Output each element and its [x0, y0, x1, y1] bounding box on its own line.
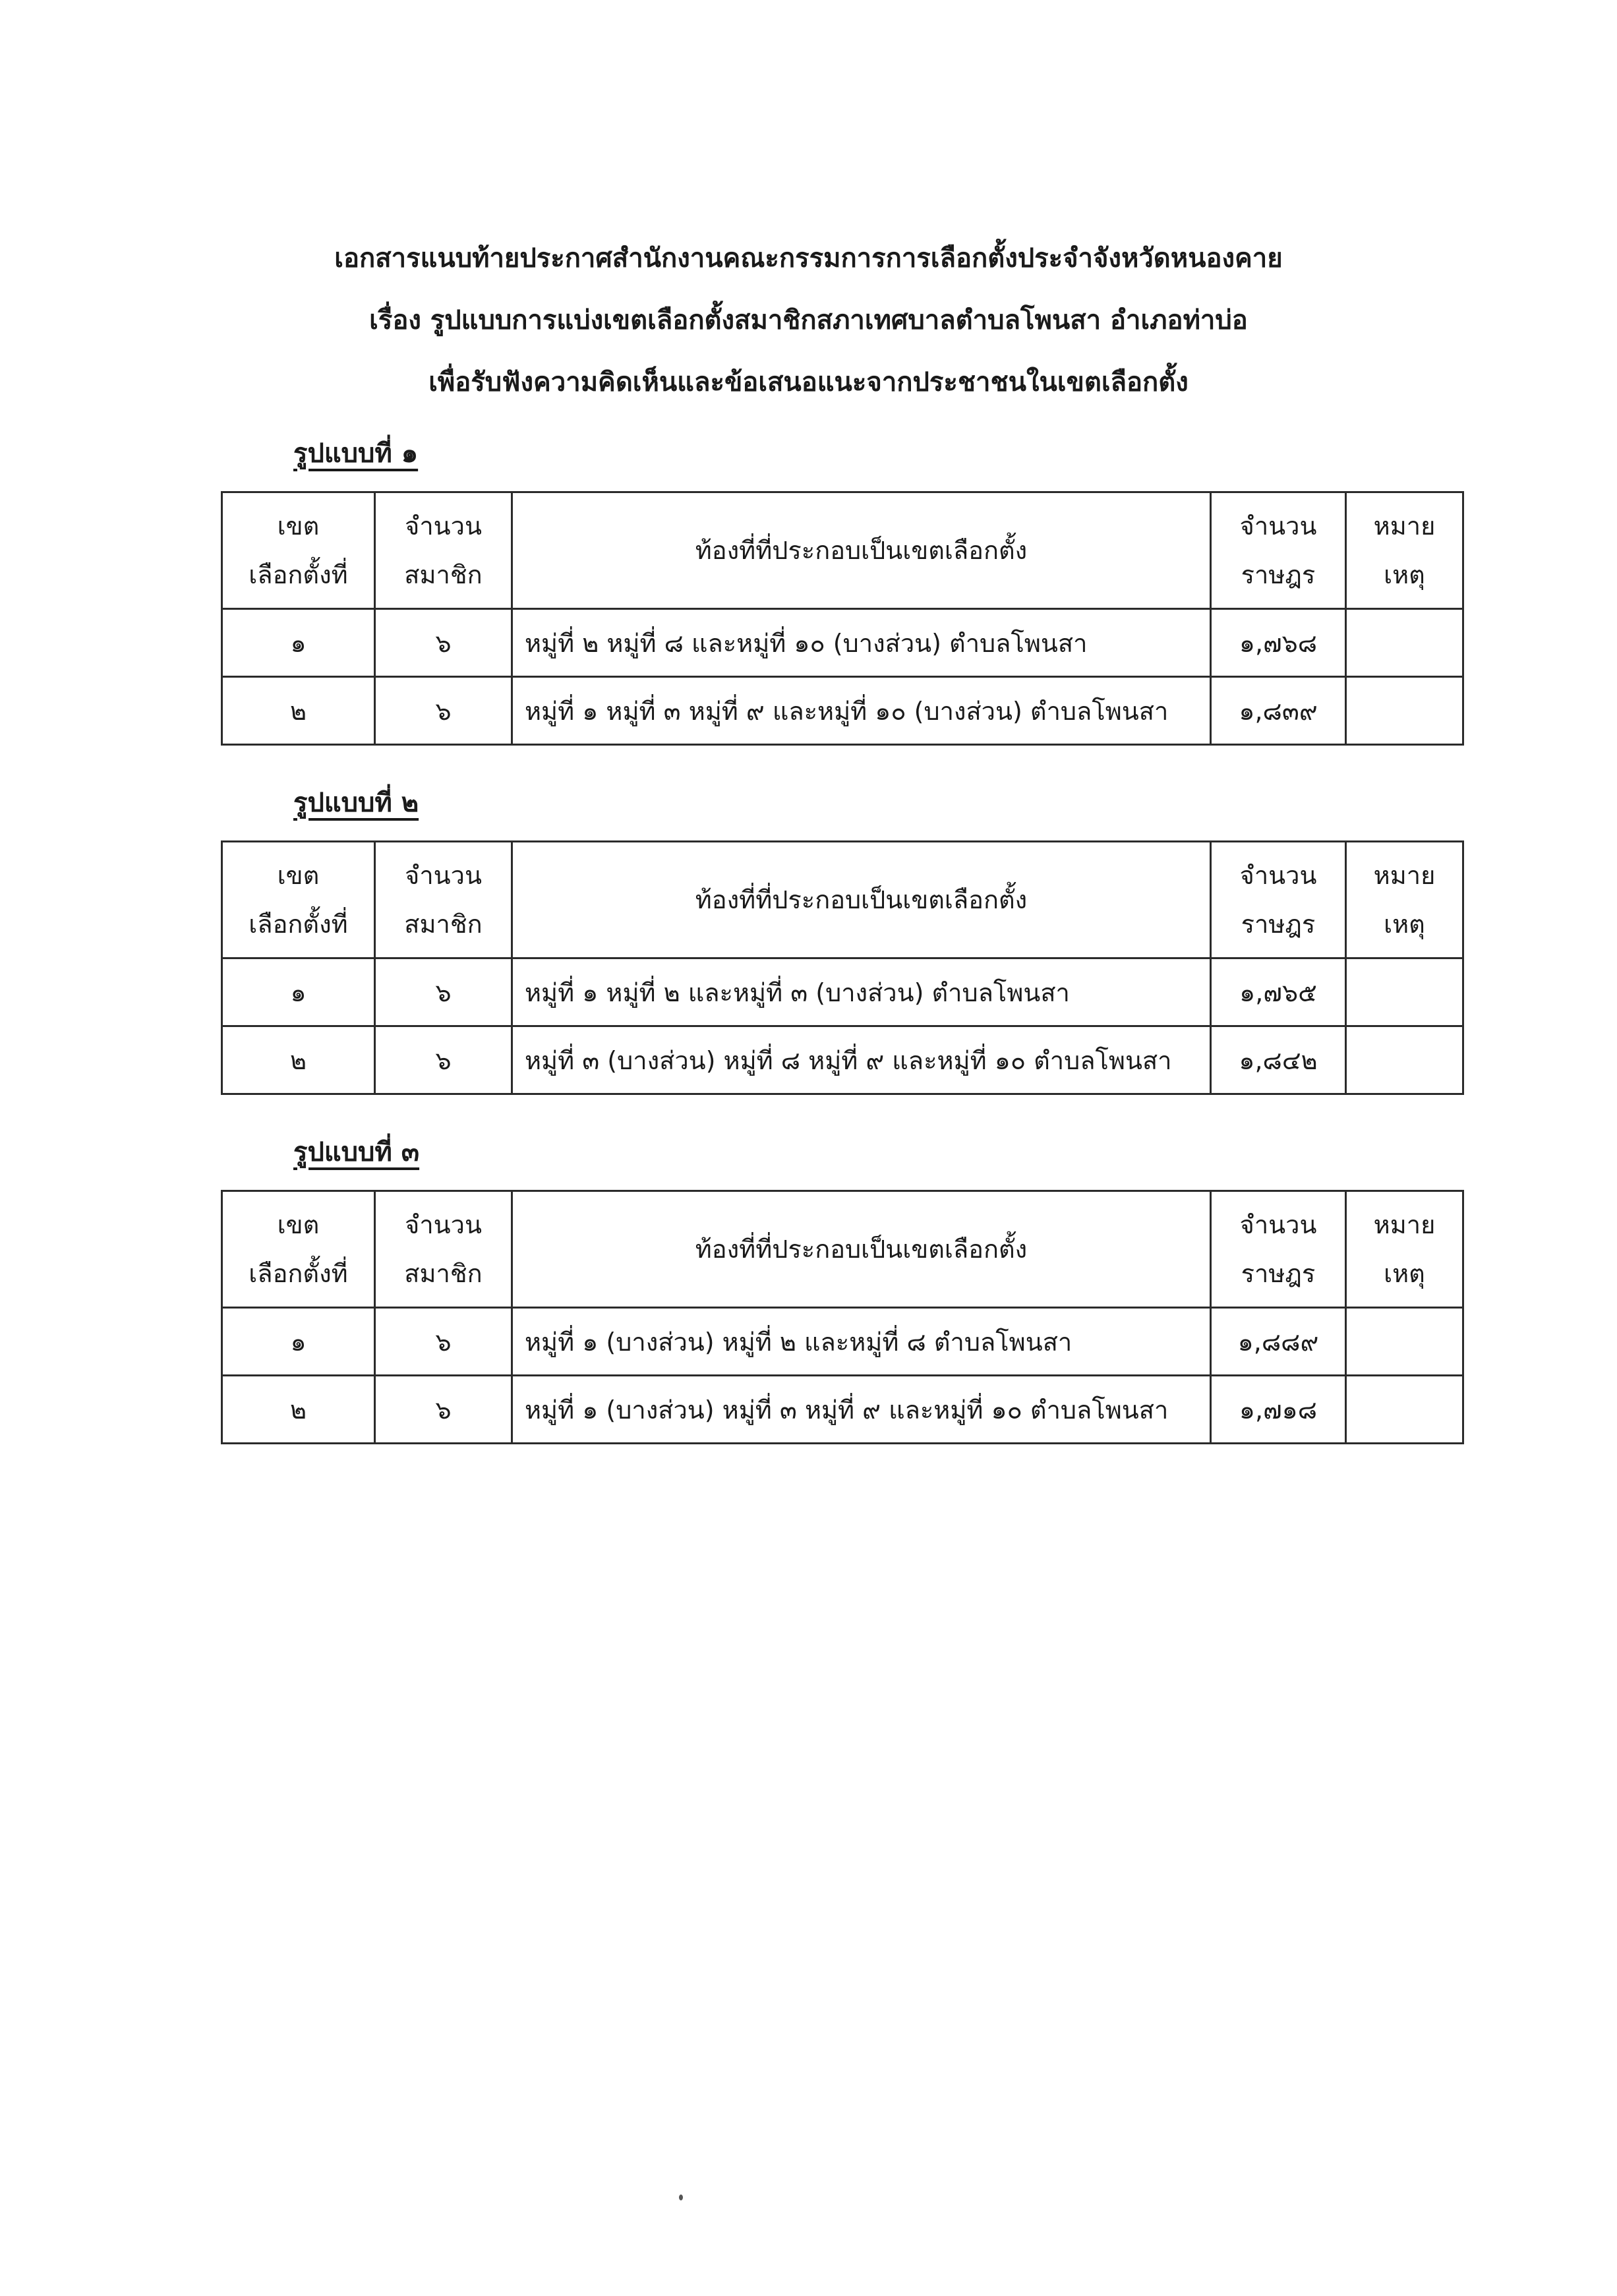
document-heading: [0, 227, 1617, 413]
table-row: [222, 1026, 1463, 1094]
cell-area: หมู่ที่ ๑ หมู่ที่ ๒ และหมู่ที่ ๓ (บางส่วน) ตำบลโพนสา: [512, 958, 1211, 1026]
cell-members: ๖: [375, 677, 512, 745]
cell-population: ๑,๘๘๙: [1211, 1308, 1346, 1376]
cell-area: หมู่ที่ ๓ (บางส่วน) หมู่ที่ ๘ หมู่ที่ ๙ และหมู่ที่ ๑๐ ตำบลโพนสา: [512, 1026, 1211, 1094]
header-population: จำนวน ราษฎร: [1211, 1191, 1346, 1308]
heading-line-3: เพื่อรับฟังความคิดเห็นและข้อเสนอแนะจากประชาชนในเขตเลือกตั้ง: [428, 367, 1189, 397]
cell-note: [1346, 677, 1463, 745]
cell-note: [1346, 958, 1463, 1026]
cell-area: หมู่ที่ ๒ หมู่ที่ ๘ และหมู่ที่ ๑๐ (บางส่วน) ตำบลโพนสา: [512, 609, 1211, 677]
cell-zone: ๒: [222, 677, 375, 745]
table-header-row: [222, 492, 1463, 609]
cell-zone: ๑: [222, 609, 375, 677]
districting-table-1: [221, 491, 1464, 746]
section-title-3: รูปแบบที่ ๓: [293, 1137, 420, 1167]
scan-speck: [679, 2194, 683, 2200]
header-area: ท้องที่ที่ประกอบเป็นเขตเลือกตั้ง: [512, 842, 1211, 958]
header-members: จำนวน สมาชิก: [375, 842, 512, 958]
cell-area: หมู่ที่ ๑ หมู่ที่ ๓ หมู่ที่ ๙ และหมู่ที่ ๑๐ (บางส่วน) ตำบลโพนสา: [512, 677, 1211, 745]
header-zone: เขต เลือกตั้งที่: [222, 842, 375, 958]
header-note: หมาย เหตุ: [1346, 1191, 1463, 1308]
cell-note: [1346, 1026, 1463, 1094]
cell-population: ๑,๗๖๕: [1211, 958, 1346, 1026]
cell-members: ๖: [375, 609, 512, 677]
cell-note: [1346, 609, 1463, 677]
cell-population: ๑,๘๔๒: [1211, 1026, 1346, 1094]
cell-zone: ๒: [222, 1026, 375, 1094]
cell-area: หมู่ที่ ๑ (บางส่วน) หมู่ที่ ๓ หมู่ที่ ๙ และหมู่ที่ ๑๐ ตำบลโพนสา: [512, 1376, 1211, 1444]
cell-population: ๑,๘๓๙: [1211, 677, 1346, 745]
header-zone: เขต เลือกตั้งที่: [222, 492, 375, 609]
cell-members: ๖: [375, 1376, 512, 1444]
table-row: [222, 677, 1463, 745]
header-area: ท้องที่ที่ประกอบเป็นเขตเลือกตั้ง: [512, 1191, 1211, 1308]
cell-note: [1346, 1376, 1463, 1444]
cell-members: ๖: [375, 1308, 512, 1376]
header-zone: เขต เลือกตั้งที่: [222, 1191, 375, 1308]
cell-zone: ๑: [222, 958, 375, 1026]
section-title-2: รูปแบบที่ ๒: [293, 788, 419, 818]
header-note: หมาย เหตุ: [1346, 492, 1463, 609]
table-row: [222, 1376, 1463, 1444]
cell-area: หมู่ที่ ๑ (บางส่วน) หมู่ที่ ๒ และหมู่ที่ ๘ ตำบลโพนสา: [512, 1308, 1211, 1376]
districting-table-2: [221, 840, 1464, 1095]
header-area: ท้องที่ที่ประกอบเป็นเขตเลือกตั้ง: [512, 492, 1211, 609]
cell-note: [1346, 1308, 1463, 1376]
table-header-row: [222, 1191, 1463, 1308]
table-header-row: [222, 842, 1463, 958]
section-title-1: รูปแบบที่ ๑: [293, 438, 419, 469]
cell-population: ๑,๗๑๘: [1211, 1376, 1346, 1444]
cell-zone: ๒: [222, 1376, 375, 1444]
header-population: จำนวน ราษฎร: [1211, 842, 1346, 958]
table-row: [222, 958, 1463, 1026]
districting-table-3: [221, 1190, 1464, 1444]
header-members: จำนวน สมาชิก: [375, 1191, 512, 1308]
header-note: หมาย เหตุ: [1346, 842, 1463, 958]
cell-members: ๖: [375, 1026, 512, 1094]
table-row: [222, 1308, 1463, 1376]
header-population: จำนวน ราษฎร: [1211, 492, 1346, 609]
cell-zone: ๑: [222, 1308, 375, 1376]
cell-population: ๑,๗๖๘: [1211, 609, 1346, 677]
table-row: [222, 609, 1463, 677]
heading-line-2: เรื่อง รูปแบบการแบ่งเขตเลือกตั้งสมาชิกสภาเทศบาลตำบลโพนสา อำเภอท่าบ่อ: [369, 305, 1248, 336]
header-members: จำนวน สมาชิก: [375, 492, 512, 609]
heading-line-1: เอกสารแนบท้ายประกาศสำนักงานคณะกรรมการการเลือกตั้งประจำจังหวัดหนองคาย: [334, 243, 1283, 274]
cell-members: ๖: [375, 958, 512, 1026]
